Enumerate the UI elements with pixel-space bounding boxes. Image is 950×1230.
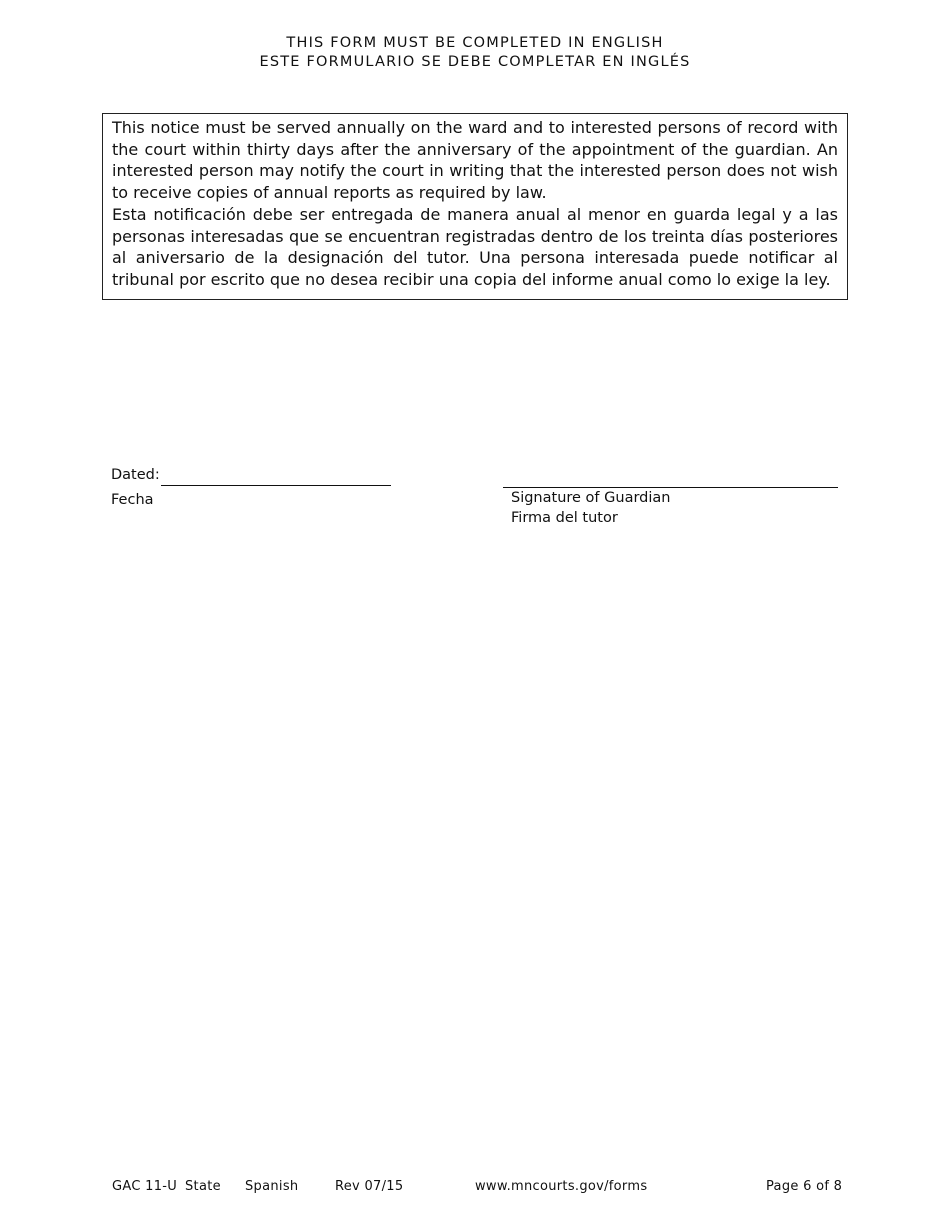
footer-revision: Rev 07/15	[335, 1179, 404, 1194]
fecha-label: Fecha	[111, 492, 154, 508]
footer-website: www.mncourts.gov/forms	[475, 1179, 648, 1194]
notice-english-text: This notice must be served annually on the ward and to interested persons of record with the court within thirty days after the anniversary of the appointment of the guardian. An interested person may notify the court in writing that the interested person does not wish to receive copies of annual reports as required by law.	[112, 118, 838, 203]
header-english-line: THIS FORM MUST BE COMPLETED IN ENGLISH	[286, 35, 664, 51]
form-header	[0, 34, 950, 71]
footer-form-code: GAC 11-U	[112, 1179, 178, 1194]
dated-label: Dated:	[111, 467, 160, 483]
footer-page-number: Page 6 of 8	[766, 1179, 843, 1194]
dated-field[interactable]	[161, 485, 391, 486]
signature-label-english: Signature of Guardian	[511, 490, 671, 506]
signature-label	[511, 488, 670, 528]
footer-language: Spanish	[245, 1179, 299, 1194]
footer-jurisdiction: State	[185, 1179, 221, 1194]
notice-spanish-text: Esta notificación debe ser entregada de manera anual al menor en guarda legal y a las personas interesadas que se encuentran registradas dentro de los treinta días posteriores al aniversario de la designación del tutor. Una persona interesada puede notificar al tribunal por escrito que no desea recibir una copia del informe anual como lo exige la ley.	[112, 204, 838, 289]
signature-label-spanish: Firma del tutor	[511, 510, 618, 526]
header-spanish-line: ESTE FORMULARIO SE DEBE COMPLETAR EN INGLÉS	[259, 53, 691, 70]
notice-box	[102, 113, 848, 300]
